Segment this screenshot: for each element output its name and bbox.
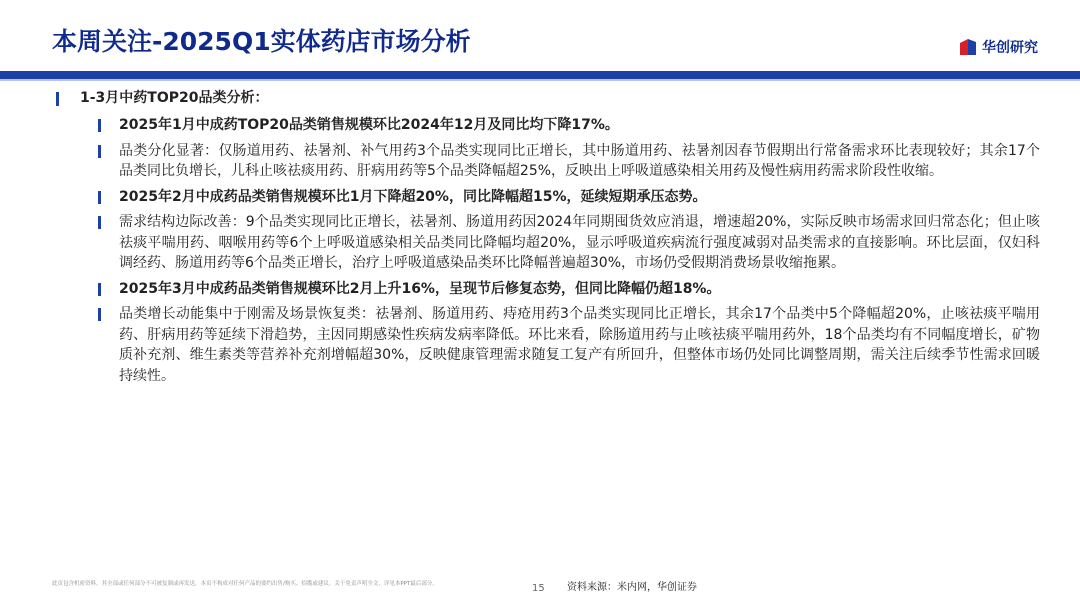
bullet-bar [98,119,101,132]
point-summary-2 [50,187,1040,208]
bullet-bar [98,216,101,229]
point-summary-text: 2025年2月中成药品类销售规模环比1月下降超20%，同比降幅超15%，延续短期承压态势。 [119,188,707,205]
point-summary-text: 2025年1月中成药TOP20品类销售规模环比2024年12月及同比均下降17%。 [119,117,619,133]
point-detail-text: 品类增长动能集中于刚需及场景恢复类：祛暑剂、肠道用药、痔疮用药3个品类实现同比正增长，其余17个品类中5个降幅超20%，止咳祛痰平喘用药、肝病用药等延续下滑趋势，主因同期感染性疾病发病率降低。环比来看，除肠道用药与止咳祛痰平喘用药外，18个品类均有不同幅度增长，矿物质补充剂、维生素类等营养补充剂增幅超30%，反映健康管理需求随复工复产有所回升，但整体市场仍处同比调整周期，需关注后续季节性需求回暖持续性。 [119,306,1040,384]
bullet-bar [98,145,101,158]
point-detail-text: 需求结构边际改善：9个品类实现同比正增长，祛暑剂、肠道用药因2024年同期囤货效应消退，增速超20%，实际反映市场需求回归常态化；但止咳祛痰平喘用药、咽喉用药等6个上呼吸道感染相关品类同比降幅均超20%，显示呼吸道疾病流行强度减弱对品类需求的直接影响。环比层面，仅妇科调经药、肠道用药等6个品类正增长，治疗上呼吸道感染品类环比降幅普遍超30%，市场仍受假期消费场景收缩拖累。 [119,214,1040,271]
point-summary-text: 2025年3月中成药品类销售规模环比2月上升16%，呈现节后修复态势，但同比降幅仍超18%。 [119,280,721,297]
point-detail-2 [50,212,1040,274]
page-number: 15 [532,583,545,594]
point-detail-3 [50,304,1040,386]
header-divider [0,71,1080,79]
brand-name: 华创研究 [982,40,1038,56]
header-divider-thin [0,79,1080,81]
point-detail-1 [50,141,1040,182]
section-heading-text: 1-3月中药TOP20品类分析： [80,90,269,106]
brand-logo [958,36,1038,58]
data-source: 资料来源：米内网，华创证券 [567,582,697,593]
section-heading [50,88,1040,109]
point-summary-1 [50,115,1040,136]
footer-disclaimer: 此页包含机密资料，其全部或任何部分不可被复制或再发送。本页不构成对任何产品的要约出售/购买、招揽或建议。关于免责声明全文，详见本PPT最后部分。 [52,581,438,587]
hc-logo-icon [958,37,978,57]
content-body [50,88,1040,391]
page-title: 本周关注-2025Q1实体药店市场分析 [52,27,471,56]
bullet-bar [98,191,101,204]
point-detail-text: 品类分化显著：仅肠道用药、祛暑剂、补气用药3个品类实现同比正增长，其中肠道用药、祛暑剂因春节假期出行常备需求环比表现较好；其余17个品类同比负增长，儿科止咳祛痰用药、肝病用药等5个品类降幅超25%，反映出上呼吸道感染相关用药及慢性病用药需求阶段性收缩。 [119,142,1040,179]
bullet-bar [98,308,101,321]
point-summary-3 [50,279,1040,300]
bullet-bar [56,92,59,106]
bullet-bar [98,283,101,296]
